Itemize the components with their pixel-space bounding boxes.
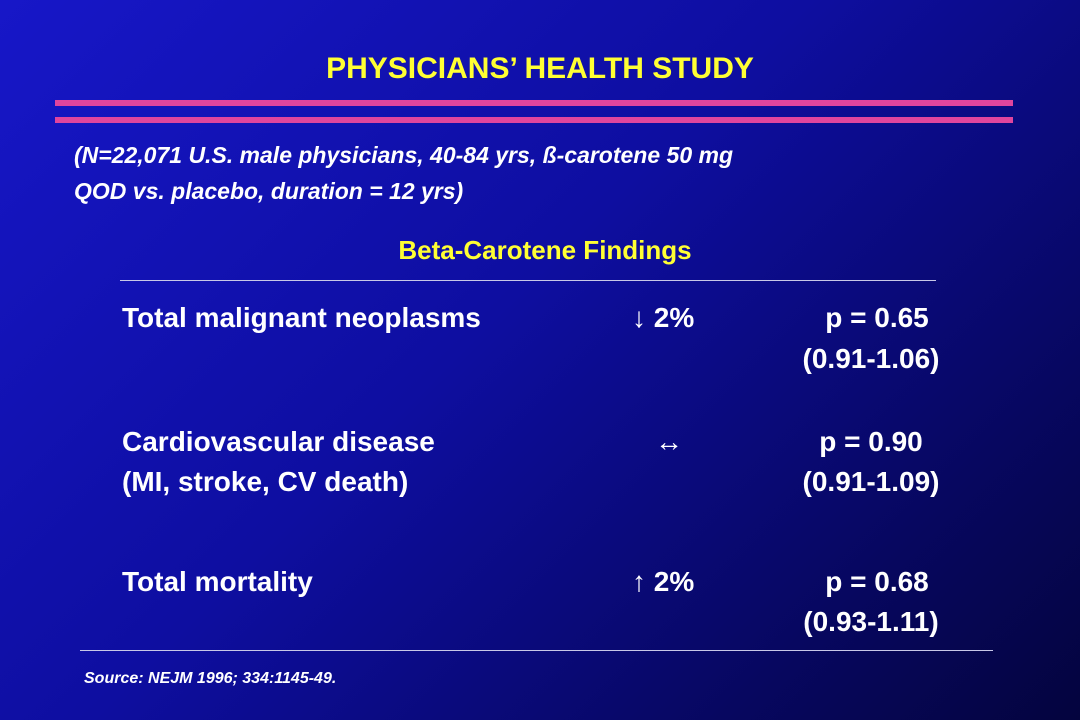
study-description-line-1: (N=22,071 U.S. male physicians, 40-84 yrs, ß-carotene 50 mg (74, 142, 734, 168)
finding-label-neoplasms: Total malignant neoplasms (122, 302, 481, 333)
finding-ci-cardiovascular: (0.91-1.09) (802, 466, 940, 497)
finding-pvalue-neoplasms: p = 0.65 (825, 302, 929, 333)
finding-ci-neoplasms: (0.91-1.06) (802, 343, 940, 374)
study-description (74, 137, 733, 209)
finding-ci-mortality: (0.93-1.11) (803, 606, 939, 637)
slide-title: PHYSICIANS’ HEALTH STUDY (326, 52, 754, 85)
title-underline-bar-bottom (55, 117, 1013, 123)
finding-sublabel-cardiovascular: (MI, stroke, CV death) (122, 466, 409, 497)
source-citation: Source: NEJM 1996; 334:1145-49. (84, 670, 337, 687)
finding-label-cardiovascular: Cardiovascular disease (122, 426, 435, 457)
study-description-line-2: QOD vs. placebo, duration = 12 yrs) (74, 178, 464, 204)
finding-change-neoplasms: ↓ 2% (632, 302, 695, 333)
finding-change-mortality: ↑ 2% (632, 566, 695, 597)
section-heading: Beta-Carotene Findings (398, 235, 692, 265)
title-underline-bar-top (55, 100, 1013, 106)
finding-pvalue-cardiovascular: p = 0.90 (819, 426, 923, 457)
finding-change-cardiovascular: ↔ (655, 426, 683, 457)
finding-label-mortality: Total mortality (122, 566, 313, 597)
finding-pvalue-mortality: p = 0.68 (825, 566, 929, 597)
source-divider (80, 650, 993, 651)
heading-divider (120, 280, 936, 281)
